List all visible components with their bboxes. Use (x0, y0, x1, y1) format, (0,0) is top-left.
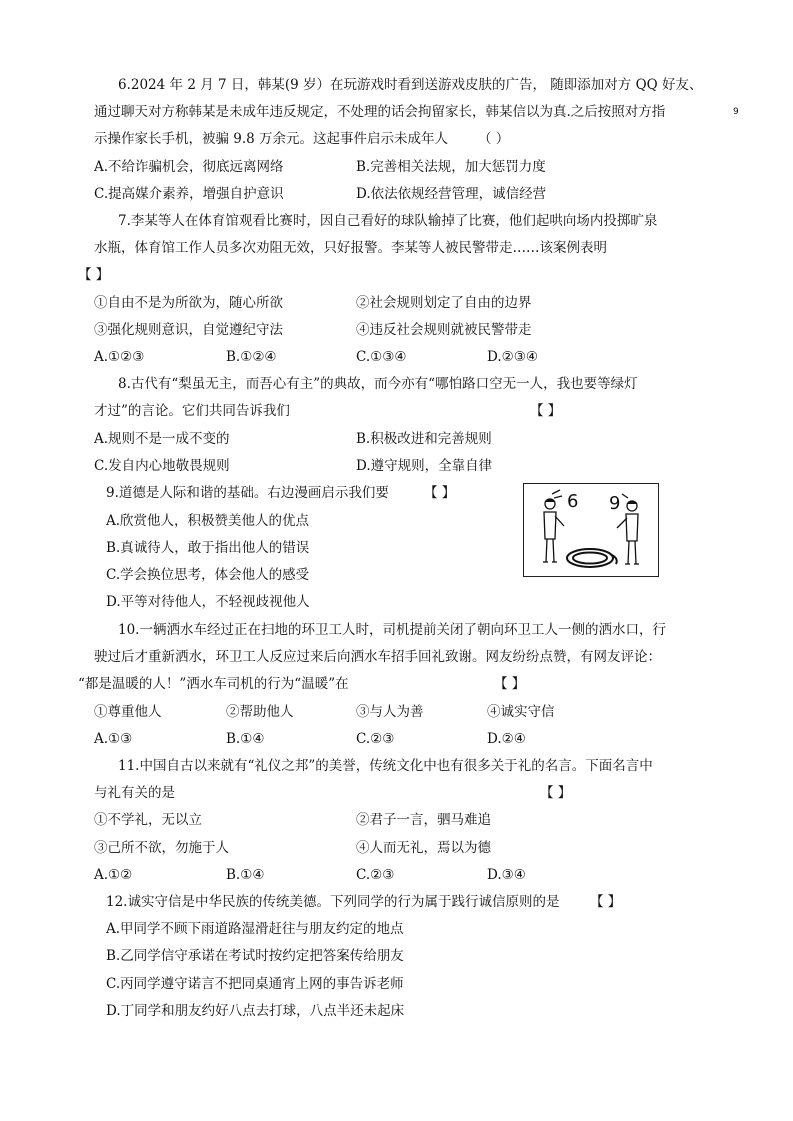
q7-option-b: B.①②④ (226, 349, 277, 365)
q8-option-c: C.发自内心地敬畏规则 (94, 458, 230, 474)
q12-option-b: B.乙同学信守承诺在考试时按约定把答案传给朋友 (106, 948, 404, 964)
q10-answer-bracket: 【 】 (494, 676, 526, 692)
q11-stem-line-1: 11.中国自古以来就有“礼仪之邦”的美誉，传统文化中也有很多关于礼的名言。下面名言中 (118, 758, 653, 774)
q10-statement-2: ②帮助他人 (226, 704, 294, 720)
q8-option-a: A.规则不是一成不变的 (94, 431, 230, 447)
q6-stem-line-2: 通过聊天对方称韩某是未成年违反规定，不处理的话会拘留家长，韩某信以为真.之后按照对方指 (94, 104, 666, 120)
q10-stem-line-2: 驶过后才重新洒水，环卫工人反应过来后向洒水车招手回礼致谢。网友纷纷点赞，有网友评论： (94, 649, 661, 665)
q11-option-b: B.①④ (226, 867, 265, 883)
q7-stem-line-1: 7.李某等人在体育馆观看比赛时，因自己看好的球队输掉了比赛，他们起哄向场内投掷旷泉 (118, 213, 658, 229)
q7-stem-line-2: 水瓶，体育馆工作人员多次劝阻无效，只好报警。李某等人被民警带走……该案例表明 (94, 240, 607, 256)
q10-option-a: A.①③ (94, 731, 133, 747)
q7-answer-bracket: 【 】 (78, 267, 110, 283)
q7-option-c: C.①③④ (356, 349, 407, 365)
q12-stem: 12.诚实守信是中华民族的传统美德。下列同学的行为属于践行诚信原则的是 (106, 894, 560, 910)
page-number: 9 (733, 107, 739, 117)
q9-option-c: C.学会换位思考，体会他人的感受 (106, 567, 310, 583)
q6-option-d: D.依法依规经营管理，诚信经营 (356, 186, 547, 202)
q12-answer-bracket: 【 】 (590, 894, 622, 910)
q7-option-d: D.②③④ (487, 349, 538, 365)
q8-stem-line-2: 才过”的言论。它们共同告诉我们 (94, 403, 290, 419)
q10-statement-3: ③与人为善 (356, 704, 424, 720)
q8-option-b: B.积极改进和完善规则 (356, 431, 492, 447)
q7-statement-4: ④违反社会规则就被民警带走 (356, 322, 532, 338)
q10-stem-line-1: 10.一辆洒水车经过正在扫地的环卫工人时，司机提前关闭了朝向环卫工人一侧的洒水口，行 (118, 622, 666, 638)
q9-cartoon (523, 483, 659, 577)
q11-statement-4: ④人而无礼，焉以为德 (356, 840, 491, 856)
q10-option-d: D.②④ (487, 731, 526, 747)
q11-stem-line-2: 与礼有关的是 (94, 785, 175, 801)
q6-option-b: B.完善相关法规，加大惩罚力度 (356, 159, 546, 175)
q8-answer-bracket: 【 】 (530, 403, 562, 419)
q6-option-a: A.不给诈骗机会，彻底远离网络 (94, 159, 284, 175)
q12-option-d: D.丁同学和朋友约好八点去打球，八点半还未起床 (106, 1003, 405, 1019)
q7-statement-2: ②社会规则划定了自由的边界 (356, 295, 532, 311)
q10-statement-1: ①尊重他人 (94, 704, 162, 720)
q11-statement-1: ①不学礼，无以立 (94, 812, 202, 828)
q10-option-b: B.①④ (226, 731, 265, 747)
q9-option-a: A.欣赏他人，积极赞美他人的优点 (106, 513, 310, 529)
q11-statement-2: ②君子一言，驷马难追 (356, 812, 491, 828)
q7-option-a: A.①②③ (94, 349, 145, 365)
cartoon-number-right: 9 (609, 493, 621, 514)
q8-stem-line-1: 8.古代有“梨虽无主，而吾心有主”的典故，而今亦有“哪怕路口空无一人，我也要等绿灯 (118, 376, 638, 392)
q6-option-c: C.提高媒介素养，增强自护意识 (94, 186, 284, 202)
q10-stem-line-3: “都是温暖的人！”洒水车司机的行为“温暖”在 (78, 676, 349, 692)
q9-option-b: B.真诚待人，敢于指出他人的错误 (106, 540, 310, 556)
q11-option-c: C.②③ (356, 867, 395, 883)
q6-stem-line-1: 6.2024 年 2 月 7 日，韩某(9 岁）在玩游戏时看到送游戏皮肤的广告， 随即添加对方 QQ 好友、 (118, 77, 703, 93)
q9-answer-bracket: 【 】 (424, 485, 456, 501)
cartoon-illustration (524, 484, 658, 576)
q6-answer-bracket: （ ） (478, 131, 510, 147)
cartoon-number-left: 6 (567, 491, 579, 512)
q8-option-d: D.遵守规则，全靠自律 (356, 458, 493, 474)
q7-statement-1: ①自由不是为所欲为，随心所欲 (94, 295, 283, 311)
q6-stem-line-3: 示操作家长手机，被骗 9.8 万余元。这起事件启示未成年人 (94, 131, 449, 147)
q11-answer-bracket: 【 】 (540, 785, 572, 801)
q11-statement-3: ③己所不欲，勿施于人 (94, 840, 229, 856)
q9-option-d: D.平等对待他人，不轻视歧视他人 (106, 594, 310, 610)
q11-option-d: D.③④ (487, 867, 526, 883)
q11-option-a: A.①② (94, 867, 133, 883)
q7-statement-3: ③强化规则意识，自觉遵纪守法 (94, 322, 283, 338)
q9-stem: 9.道德是人际和谐的基础。右边漫画启示我们要 (106, 485, 389, 501)
q10-statement-4: ④诚实守信 (487, 704, 555, 720)
q12-option-c: C.丙同学遵守诺言不把同桌通宵上网的事告诉老师 (106, 976, 404, 992)
q10-option-c: C.②③ (356, 731, 395, 747)
q12-option-a: A.甲同学不顾下雨道路湿滑赶往与朋友约定的地点 (106, 921, 404, 937)
